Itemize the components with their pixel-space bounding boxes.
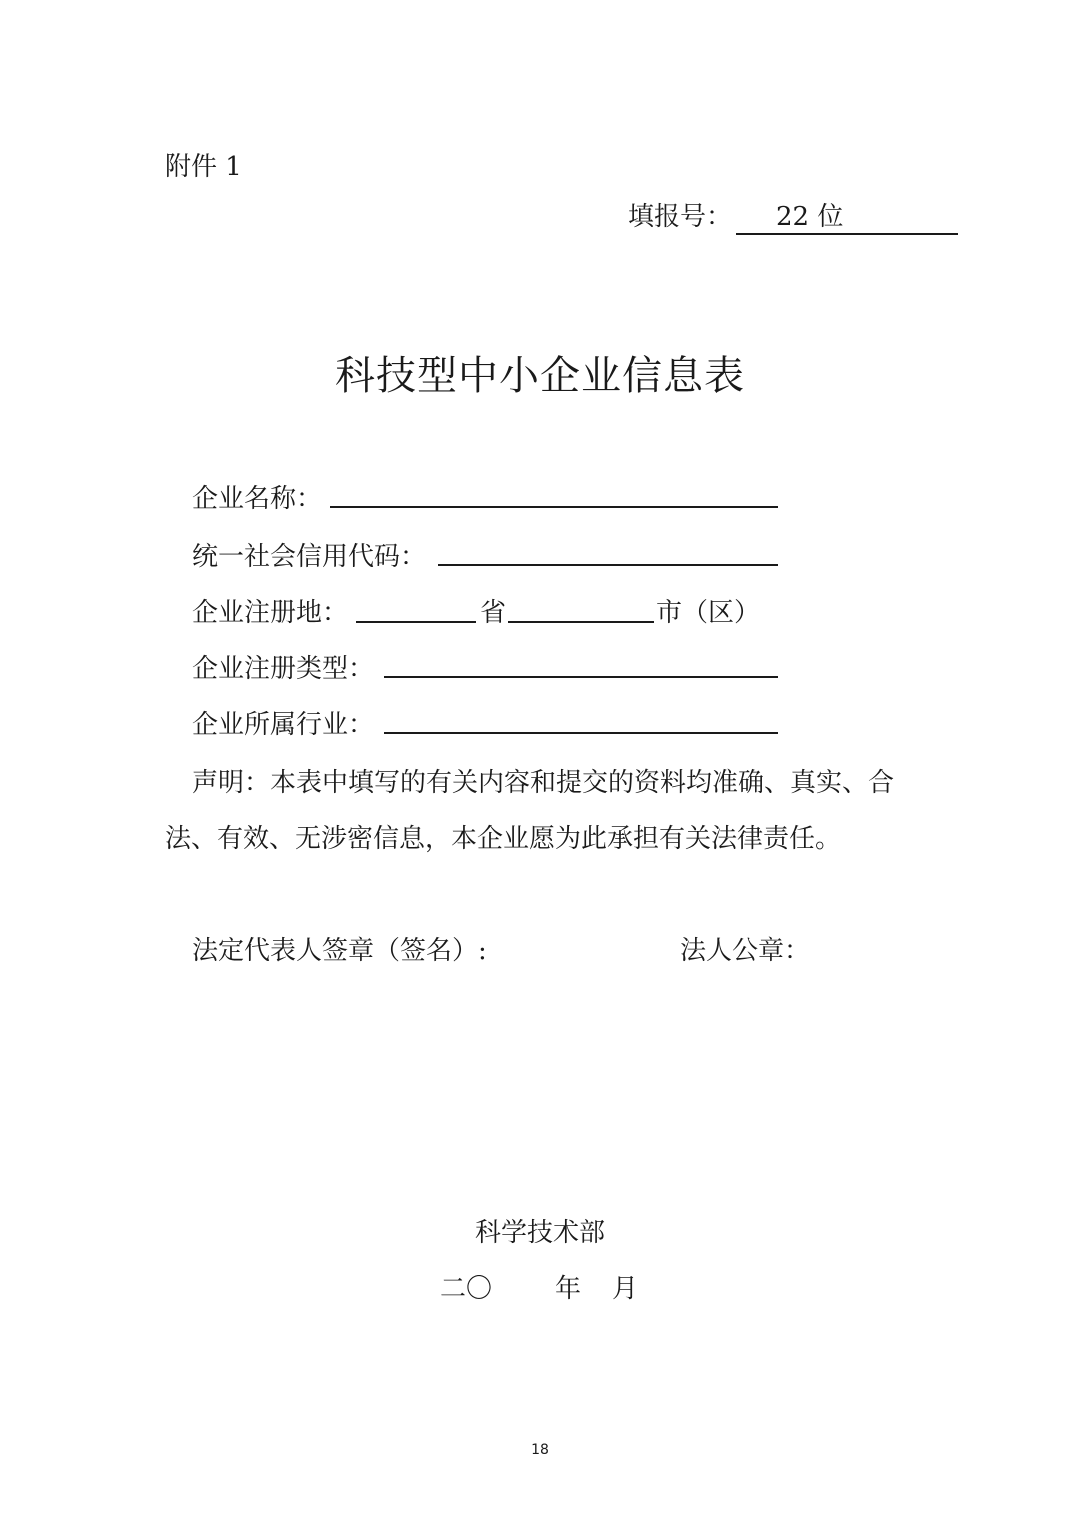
city-suffix: 市（区） bbox=[656, 598, 761, 628]
industry-label: 企业所属行业： bbox=[192, 710, 375, 740]
filing-number-field[interactable]: 22 位 bbox=[736, 201, 958, 235]
province-field[interactable] bbox=[356, 621, 476, 623]
city-field[interactable] bbox=[508, 621, 654, 623]
filing-number-row bbox=[628, 196, 958, 235]
legal-representative-signature-label: 法定代表人签章（签名）: bbox=[192, 936, 487, 966]
issuer-name: 科学技术部 bbox=[474, 1218, 605, 1248]
registration-type-field[interactable] bbox=[384, 676, 778, 678]
credit-code-field[interactable] bbox=[438, 564, 778, 566]
date-year: 年 bbox=[555, 1274, 582, 1304]
page-number: 18 bbox=[531, 1442, 549, 1458]
filing-number-label: 填报号： bbox=[628, 202, 733, 232]
industry-field[interactable] bbox=[384, 732, 778, 734]
company-name-label: 企业名称： bbox=[192, 484, 323, 514]
province-suffix: 省 bbox=[480, 598, 507, 628]
date-prefix: 二〇 bbox=[440, 1274, 493, 1304]
date-month: 月 bbox=[612, 1274, 639, 1304]
declaration-line-2: 法、有效、无涉密信息，本企业愿为此承担有关法律责任。 bbox=[165, 824, 842, 854]
credit-code-label: 统一社会信用代码： bbox=[192, 542, 427, 572]
page-title: 科技型中小企业信息表 bbox=[335, 353, 745, 399]
attachment-label: 附件 1 bbox=[165, 152, 242, 182]
company-seal-label: 法人公章： bbox=[680, 936, 811, 966]
declaration-line-1: 声明：本表中填写的有关内容和提交的资料均准确、真实、合 bbox=[192, 768, 895, 798]
registered-place-label: 企业注册地： bbox=[192, 598, 349, 628]
company-name-field[interactable] bbox=[330, 506, 778, 508]
registration-type-label: 企业注册类型： bbox=[192, 654, 375, 684]
